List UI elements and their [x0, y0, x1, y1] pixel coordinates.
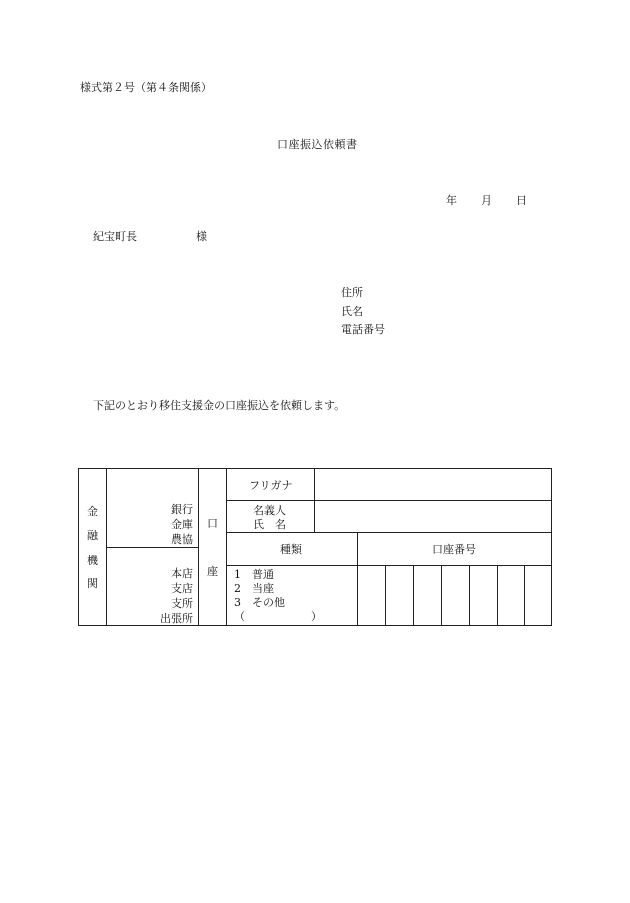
branch-type-branch: 支店	[171, 582, 193, 595]
digit-box-divider	[385, 565, 386, 626]
form-number: 様式第２号（第４条関係）	[80, 81, 212, 94]
divider-type-number	[357, 532, 358, 626]
request-statement: 下記のとおり移住支援金の口座振込を依頼します。	[93, 399, 346, 412]
holder-label-line1: 名義人	[253, 504, 286, 517]
applicant-phone-label: 電話番号	[341, 323, 385, 336]
divider-header-row	[226, 565, 552, 566]
applicant-address-label: 住所	[341, 286, 363, 299]
branch-type-head-office: 本店	[171, 567, 193, 580]
digit-box-divider	[524, 565, 525, 626]
account-vertical-char: 座	[207, 565, 218, 578]
account-type-option: 2 当座	[234, 582, 274, 595]
institution-type-bank: 銀行	[171, 503, 193, 516]
divider-furigana-row	[226, 500, 552, 501]
branch-type-agency: 出張所	[160, 612, 193, 625]
account-type-header: 種類	[280, 543, 302, 556]
account-type-option: （ ）	[234, 610, 322, 623]
institution-vertical-char: 関	[87, 577, 98, 590]
document-title: 口座振込依頼書	[277, 138, 358, 151]
account-number-header: 口座番号	[432, 543, 476, 556]
table-border-right	[551, 468, 552, 626]
institution-type-shinkin: 金庫	[171, 518, 193, 531]
addressee-name: 紀宝町長	[93, 230, 137, 243]
branch-type-sub-branch: 支所	[171, 597, 193, 610]
institution-vertical-char: 機	[87, 554, 98, 567]
institution-type-ja: 農協	[171, 533, 193, 546]
digit-box-divider	[497, 565, 498, 626]
divider-institution-name	[198, 468, 199, 626]
account-type-option: 3 その他	[234, 596, 285, 609]
table-border-top	[78, 468, 552, 469]
date-month-label: 月	[481, 194, 492, 207]
institution-vertical-char: 金	[87, 505, 98, 518]
divider-holder-row	[226, 532, 552, 533]
table-border-left	[78, 468, 79, 626]
institution-vertical-char: 融	[87, 529, 98, 542]
divider-holder-label	[314, 468, 315, 532]
account-type-option: 1 普通	[234, 568, 274, 581]
applicant-name-label: 氏名	[341, 305, 363, 318]
account-vertical-char: 口	[207, 517, 218, 530]
furigana-label: フリガナ	[249, 479, 293, 492]
addressee-suffix: 様	[196, 230, 207, 243]
date-year-label: 年	[446, 194, 457, 207]
date-day-label: 日	[516, 194, 527, 207]
holder-label-line2: 氏 名	[253, 518, 286, 531]
digit-box-divider	[469, 565, 470, 626]
digit-box-divider	[441, 565, 442, 626]
digit-box-divider	[413, 565, 414, 626]
table-border-bottom	[78, 625, 552, 626]
divider-account-label	[226, 468, 227, 626]
bank-account-table	[78, 468, 552, 626]
divider-branch-row	[106, 547, 198, 548]
